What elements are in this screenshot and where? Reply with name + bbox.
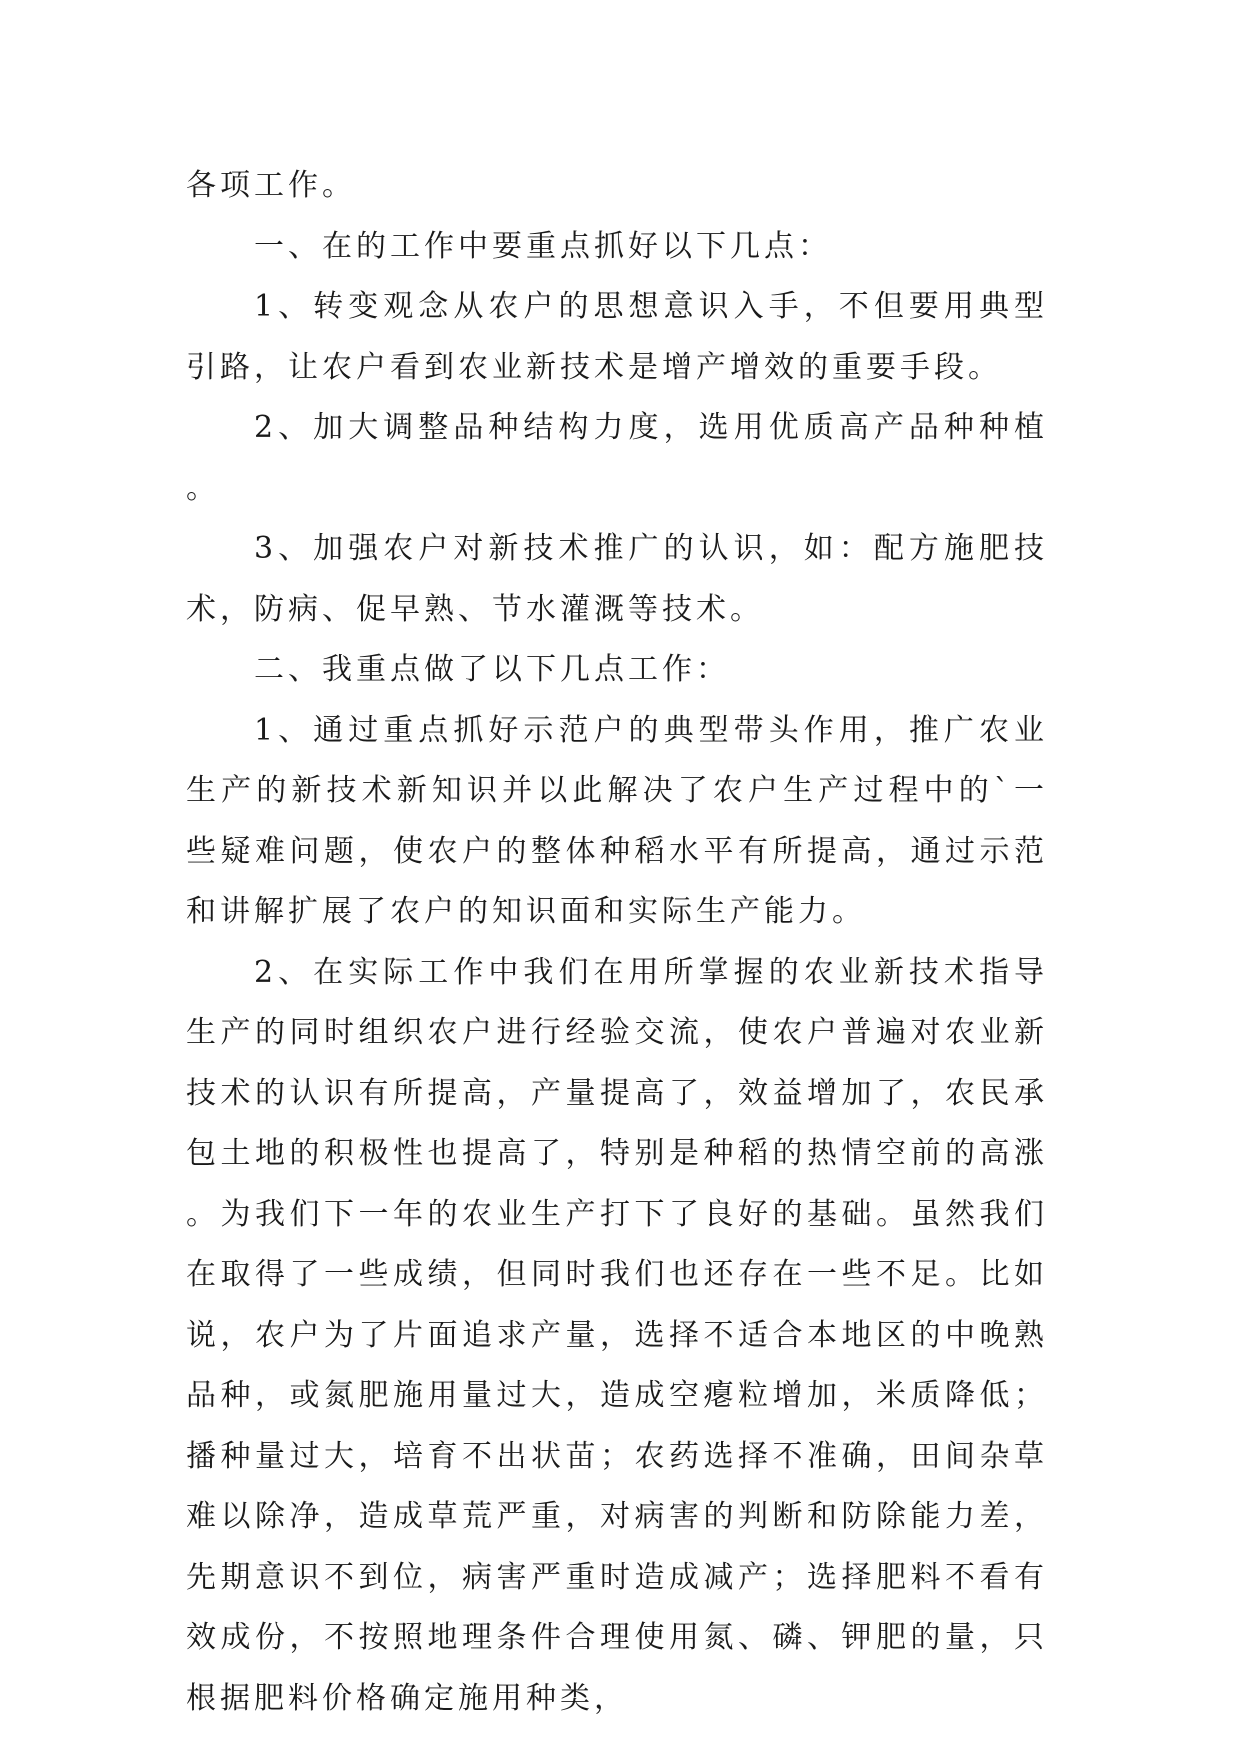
paragraph-7: 1、通过重点抓好示范户的典型带头作用，推广农业生产的新技术新知识并以此解决了农户生产过程中的`一些疑难问题，使农户的整体种稻水平有所提高，通过示范和讲解扩展了农户的知识面和实际生产能力。 xyxy=(186,712,1048,929)
paragraph-6-heading-two: 二、我重点做了以下几点工作： xyxy=(254,652,730,687)
paragraph-1: 各项工作。 xyxy=(186,168,356,203)
paragraph-8: 2、在实际工作中我们在用所掌握的农业新技术指导生产的同时组织农户进行经验交流，使农户普遍对农业新技术的认识有所提高，产量提高了，效益增加了，农民承包土地的积极性也提高了，特别是种稻的热情空前的高涨。为我们下一年的农业生产打下了良好的基础。虽然我们在取得了一些成绩，但同时我们也还存在一些不足。比如说，农户为了片面追求产量，选择不适合本地区的中晚熟品种，或氮肥施用量过大，造成空瘪粒增加，米质降低；播种量过大，培育不出状苗；农药选择不准确，田间杂草难以除净，造成草荒严重，对病害的判断和防除能力差，先期意识不到位，病害严重时造成减产；选择肥料不看有效成份，不按照地理条件合理使用氮、磷、钾肥的量，只根据肥料价格确定施用种类， xyxy=(186,954,1048,1716)
paragraph-4: 2、加大调整品种结构力度，选用优质高产品种种植。 xyxy=(186,410,1048,506)
paragraph-5: 3、加强农户对新技术推广的认识，如：配方施肥技术，防病、促早熟、节水灌溉等技术。 xyxy=(186,531,1048,627)
paragraph-2-heading-one: 一、在的工作中要重点抓好以下几点： xyxy=(254,228,832,264)
paragraph-3: 1、转变观念从农户的思想意识入手，不但要用典型引路，让农户看到农业新技术是增产增效的重要手段。 xyxy=(186,289,1048,385)
document-body xyxy=(186,156,1048,1729)
